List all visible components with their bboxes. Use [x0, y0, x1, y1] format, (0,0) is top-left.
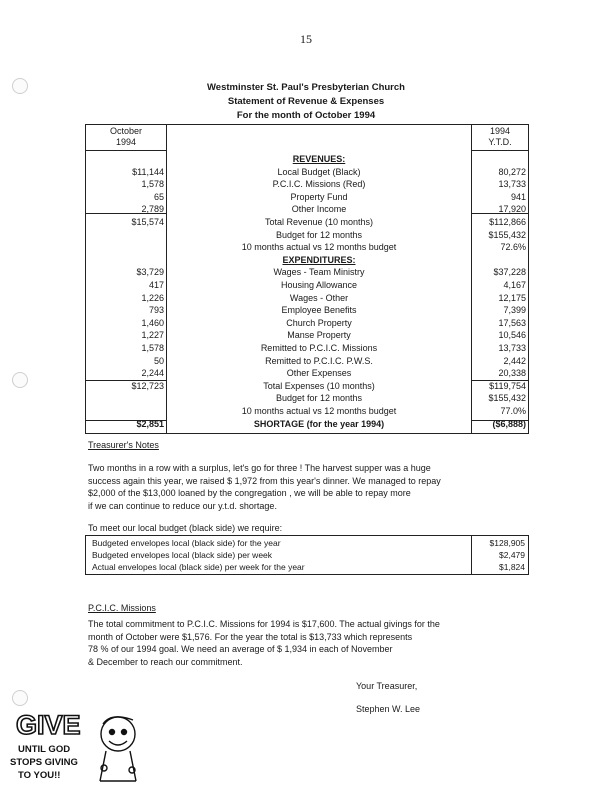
statement-row	[86, 203, 528, 215]
ytd-value: 941	[510, 191, 526, 202]
month-col-header-2: 1994	[115, 137, 137, 147]
statement-row	[86, 153, 528, 165]
statement-row	[86, 405, 528, 417]
budget-label: Actual envelopes local (black side) per week for the year	[92, 562, 305, 572]
rule	[86, 150, 166, 151]
missions-line: The total commitment to P.C.I.C. Missions for 1994 is $17,600. The actual givings for the	[88, 619, 440, 629]
clipart-line: UNTIL GOD	[18, 744, 71, 755]
notes-line: $2,000 of the $13,000 loaned by the congregation , we will be able to repay more	[88, 488, 411, 498]
cartoon-face-icon	[100, 717, 136, 781]
month-value: 1,226	[141, 292, 164, 303]
statement-period: For the month of October 1994	[236, 110, 376, 121]
statement-row	[86, 178, 528, 190]
local-budget-intro: To meet our local budget (black side) we require:	[88, 523, 283, 533]
statement-title: Statement of Revenue & Expenses	[227, 96, 385, 107]
give-clipart	[8, 706, 148, 788]
statement-row	[86, 166, 528, 178]
line-item-label: Total Revenue (10 months)	[264, 217, 374, 227]
statement-row	[86, 392, 528, 404]
notes-line: success again this year, we raised $ 1,972 from this year's dinner. We managed to repay	[88, 475, 441, 486]
budget-value: $1,824	[499, 562, 525, 572]
line-item-label: Manse Property	[287, 330, 351, 341]
statement-row	[86, 241, 528, 253]
line-item-label: Wages - Team Ministry	[273, 267, 365, 278]
line-item-label: Local Budget (Black)	[277, 166, 361, 177]
statement-row	[86, 279, 528, 291]
missions-line: & December to reach our commitment.	[88, 656, 243, 667]
statement-row	[86, 418, 528, 430]
line-item-label: Other Income	[291, 204, 347, 215]
line-item-label: Budget for 12 months	[275, 229, 363, 240]
ytd-value: $37,228	[493, 267, 526, 278]
ytd-value: 7,399	[503, 305, 526, 316]
missions-line: 78 % of our 1994 goal. We need an average of $ 1,934 in each of November	[88, 644, 393, 654]
month-value: 2,789	[141, 204, 164, 215]
statement-row	[86, 342, 528, 354]
notes-line: if we can continue to reduce our y.t.d. shortage.	[88, 500, 277, 511]
line-item-label: Other Expenses	[286, 368, 352, 379]
month-value: 65	[153, 191, 164, 202]
line-item-label: Remitted to P.C.I.C. Missions	[260, 343, 378, 353]
line-item-label: Wages - Other	[289, 292, 349, 303]
missions-line: month of October were $1,576. For the year the total is $13,733 which represents	[88, 631, 413, 642]
budget-row	[86, 537, 528, 549]
binder-hole	[12, 690, 28, 706]
statement-row	[86, 317, 528, 329]
binder-hole	[12, 372, 28, 388]
month-value: $3,729	[136, 267, 164, 278]
statement-row	[86, 229, 528, 241]
budget-label: Budgeted envelopes local (black side) for the year	[92, 538, 281, 548]
statement-row	[86, 191, 528, 203]
rule	[472, 150, 528, 151]
statement-row	[86, 266, 528, 278]
treasurers-notes-body	[88, 462, 528, 512]
month-value: 50	[153, 355, 164, 366]
line-item-label: 10 months actual vs 12 months budget	[241, 406, 397, 416]
line-item-label: REVENUES:	[292, 154, 346, 164]
statement-row	[86, 254, 528, 266]
ytd-col-header-2: Y.T.D.	[488, 137, 512, 147]
line-item-label: Budget for 12 months	[275, 393, 363, 404]
clipart-line: TO YOU!!	[18, 770, 61, 781]
page-number: 15	[300, 32, 312, 46]
local-budget-table	[85, 535, 529, 575]
month-value: 793	[148, 305, 164, 316]
missions-body	[88, 618, 528, 668]
missions-title: P.C.I.C. Missions	[88, 603, 156, 613]
clipart-line: STOPS GIVING	[10, 757, 78, 768]
statement-row	[86, 304, 528, 316]
statement-row	[86, 355, 528, 367]
statement-row	[86, 380, 528, 392]
line-item-label: Housing Allowance	[280, 280, 358, 290]
ytd-col-header-1: 1994	[489, 126, 511, 136]
ytd-value: 13,733	[498, 179, 526, 190]
ytd-value: 12,175	[498, 292, 526, 303]
line-item-label: 10 months actual vs 12 months budget	[241, 242, 397, 253]
budget-row	[86, 549, 528, 561]
line-item-label: EXPENDITURES:	[282, 254, 356, 265]
month-value: 2,244	[141, 368, 164, 379]
ytd-value: 77.0%	[500, 406, 526, 416]
ytd-value: 72.6%	[500, 242, 526, 253]
line-item-label: SHORTAGE (for the year 1994)	[253, 418, 385, 429]
ytd-value: $119,754	[489, 380, 526, 391]
month-value: $12,723	[131, 380, 164, 391]
ytd-value: 10,546	[498, 330, 526, 341]
statement-row	[86, 367, 528, 379]
month-value: 1,460	[141, 317, 164, 328]
ytd-value: ($6,888)	[492, 418, 526, 429]
budget-row	[86, 561, 528, 573]
closing: Your Treasurer,	[356, 681, 418, 691]
month-value: $2,851	[136, 418, 164, 429]
ytd-value: 17,920	[498, 204, 526, 215]
statement-row	[86, 292, 528, 304]
month-value: 1,227	[141, 330, 164, 341]
line-item-label: Employee Benefits	[281, 305, 357, 316]
ytd-value: 80,272	[498, 166, 526, 177]
ytd-value: $155,432	[488, 393, 526, 404]
line-item-label: Remitted to P.C.I.C. P.W.S.	[265, 355, 373, 366]
month-value: 1,578	[141, 343, 164, 353]
give-word: GIVE	[16, 710, 81, 740]
treasurers-notes-title: Treasurer's Notes	[88, 440, 159, 450]
ytd-value: 20,338	[498, 368, 526, 379]
line-item-label: P.C.I.C. Missions (Red)	[272, 179, 366, 190]
month-col-header-1: October	[109, 126, 142, 136]
month-value: $15,574	[131, 217, 164, 227]
ytd-value: 17,563	[498, 317, 526, 328]
ytd-value: $112,866	[489, 217, 526, 227]
line-item-label: Property Fund	[290, 191, 348, 202]
budget-value: $2,479	[499, 550, 525, 560]
budget-value: $128,905	[489, 538, 525, 548]
statement-row	[86, 216, 528, 228]
notes-line: Two months in a row with a surplus, let's go for three ! The harvest supper was a huge	[88, 463, 431, 473]
line-item-label: Church Property	[286, 317, 352, 328]
statement-row	[86, 329, 528, 341]
church-name: Westminster St. Paul's Presbyterian Church	[207, 82, 405, 93]
budget-label: Budgeted envelopes local (black side) per week	[92, 550, 273, 560]
ytd-value: 4,167	[503, 280, 526, 290]
line-item-label: Total Expenses (10 months)	[263, 380, 375, 391]
ytd-value: 2,442	[503, 355, 526, 366]
month-value: 1,578	[141, 179, 164, 190]
month-value: $11,144	[132, 166, 164, 177]
statement-table	[85, 124, 529, 434]
month-value: 417	[148, 280, 164, 290]
ytd-value: 13,733	[498, 343, 526, 353]
treasurer-name: Stephen W. Lee	[356, 704, 421, 714]
ytd-value: $155,432	[488, 229, 526, 240]
